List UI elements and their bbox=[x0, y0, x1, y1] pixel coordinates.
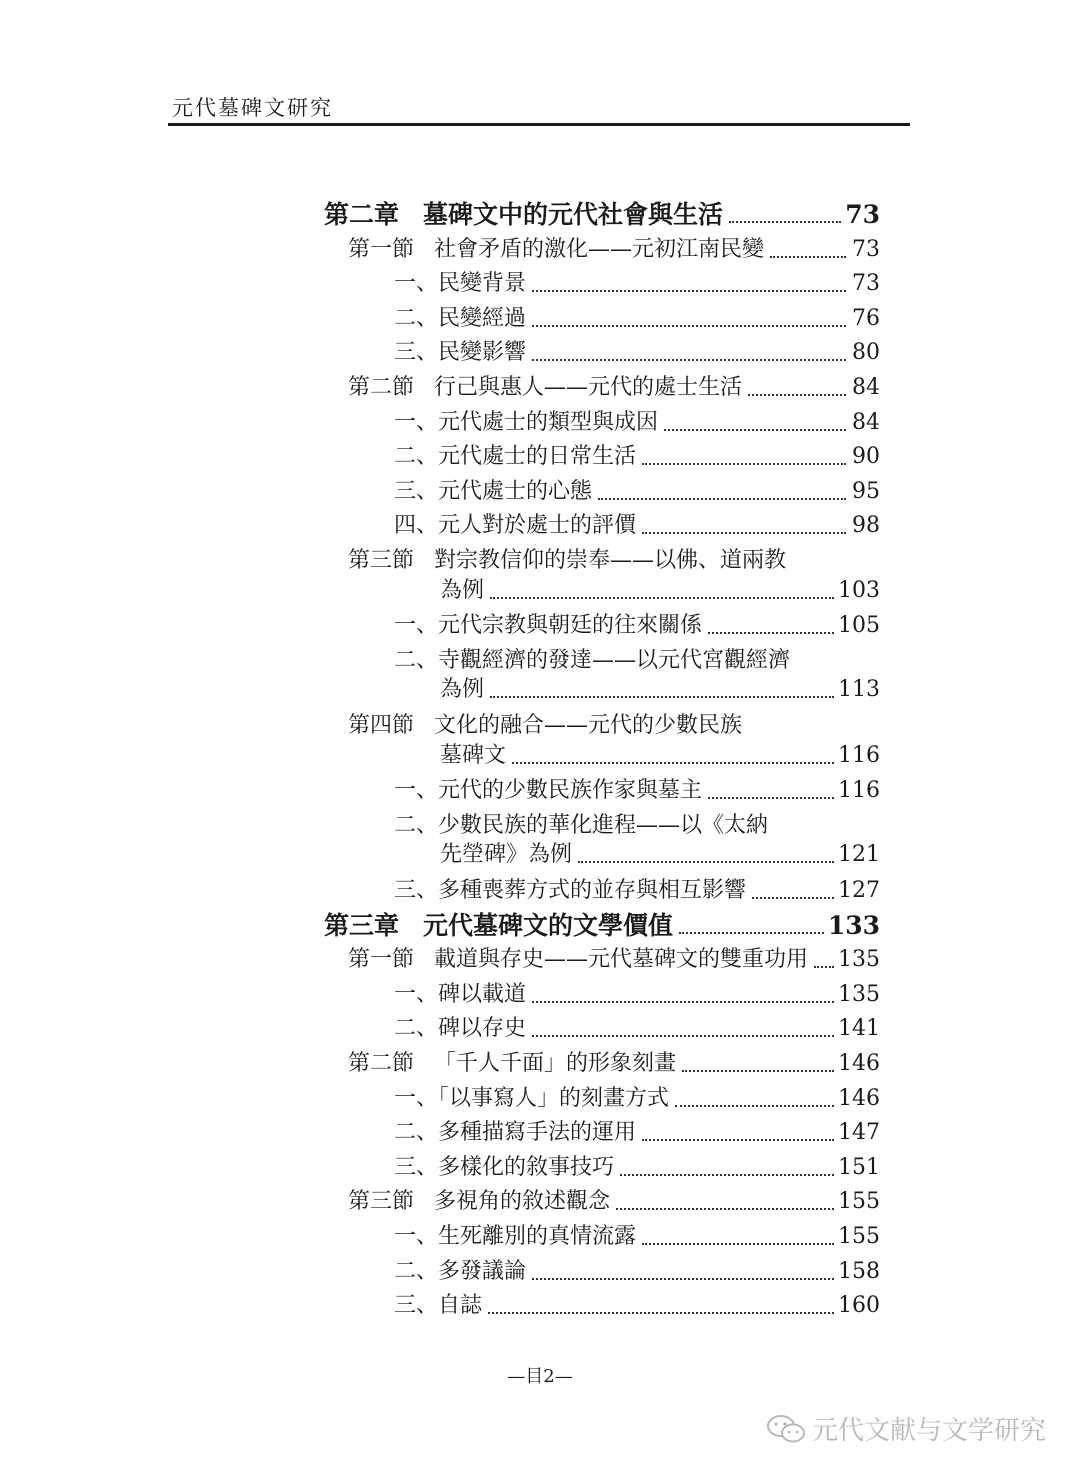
toc-entry-label bbox=[394, 269, 526, 299]
toc-item bbox=[394, 1287, 880, 1321]
toc-entry-label bbox=[394, 1257, 526, 1287]
toc-entry-title: 文化的融合——元代的少數民族 bbox=[434, 713, 743, 738]
toc-entry-title: 一、民變背景 bbox=[394, 271, 527, 297]
toc-page-number: 73 bbox=[845, 200, 880, 229]
toc-page-number: 146 bbox=[838, 1051, 880, 1076]
dot-leader bbox=[682, 1069, 834, 1072]
dot-leader bbox=[770, 255, 846, 258]
toc-entry-title: 二、多發議論 bbox=[394, 1258, 527, 1284]
toc-entry-label bbox=[394, 442, 636, 472]
toc-entry-title: 一、碑以載道 bbox=[394, 981, 527, 1007]
toc-item bbox=[394, 772, 880, 806]
toc-entry-title-continued: 為例 bbox=[440, 577, 485, 603]
toc-page-number: 84 bbox=[852, 375, 880, 400]
toc-entry-number: 第二節 bbox=[348, 1051, 415, 1076]
toc-entry-title: 一、元代的少數民族作家與墓主 bbox=[394, 778, 703, 804]
toc-entry-title: 四、元人對於處士的評價 bbox=[394, 513, 637, 539]
toc-entry-title: 二、元代處士的日常生活 bbox=[394, 444, 637, 470]
header-rule bbox=[168, 123, 910, 126]
dot-leader bbox=[532, 1000, 834, 1003]
toc-entry-title: 一、「以事寫人」的刻畫方式 bbox=[394, 1085, 670, 1111]
dot-leader bbox=[642, 462, 846, 465]
toc-page-number: 135 bbox=[838, 947, 880, 973]
dot-leader bbox=[642, 1138, 834, 1141]
toc-entry-label bbox=[394, 1084, 669, 1114]
toc-item bbox=[394, 1080, 880, 1114]
toc-item bbox=[394, 1218, 880, 1252]
toc-entry-label bbox=[394, 611, 702, 641]
dot-leader bbox=[752, 896, 834, 899]
toc-item bbox=[394, 438, 880, 472]
toc-entry-label bbox=[394, 408, 658, 438]
toc-page-number: 160 bbox=[838, 1293, 880, 1319]
toc-entry-label bbox=[394, 1222, 636, 1252]
toc-entry-label bbox=[394, 477, 592, 507]
dot-leader bbox=[532, 324, 846, 327]
toc-entry-label bbox=[394, 876, 746, 906]
toc-page-number: 141 bbox=[838, 1016, 880, 1042]
toc-entry-title: 三、元代處士的心態 bbox=[394, 478, 593, 504]
toc-entry-title: 二、寺觀經濟的發達——以元代宮觀經濟 bbox=[394, 647, 791, 673]
toc-item bbox=[394, 300, 880, 334]
toc-entry-continuation bbox=[440, 836, 880, 870]
dot-leader bbox=[675, 1104, 834, 1107]
toc-page-number: 95 bbox=[852, 478, 880, 504]
toc-section bbox=[348, 231, 880, 265]
toc-entry-continuation bbox=[440, 737, 880, 771]
toc-entry-title: 二、民變經過 bbox=[394, 305, 527, 331]
toc-page-number: 76 bbox=[852, 305, 880, 331]
toc-page-number: 127 bbox=[838, 878, 880, 903]
toc-entry-title: 墓碑文中的元代社會與生活 bbox=[423, 200, 724, 229]
dot-leader bbox=[488, 1311, 834, 1314]
dot-leader bbox=[532, 1034, 834, 1037]
dot-leader bbox=[679, 931, 824, 934]
toc-entry-label bbox=[348, 1049, 676, 1079]
toc-page-number: 155 bbox=[838, 1224, 880, 1249]
toc-entry-title-continued: 墓碑文 bbox=[440, 742, 507, 768]
toc-item bbox=[394, 976, 880, 1010]
toc-section bbox=[348, 941, 880, 975]
toc-entry-title: 三、多種喪葬方式的並存與相互影響 bbox=[394, 878, 747, 903]
toc-entry-number: 第四節 bbox=[348, 713, 415, 738]
toc-entry-title: 行己與惠人——元代的處士生活 bbox=[434, 375, 743, 400]
toc-page-number: 146 bbox=[838, 1085, 880, 1111]
dot-leader bbox=[642, 1242, 834, 1245]
dot-leader bbox=[490, 596, 834, 599]
toc-item bbox=[394, 265, 880, 299]
wechat-icon bbox=[766, 1413, 806, 1445]
toc-entry-label bbox=[348, 945, 808, 975]
toc-entry-title: 「千人千面」的形象刻畫 bbox=[434, 1051, 677, 1076]
dot-leader bbox=[490, 695, 834, 698]
dot-leader bbox=[532, 358, 846, 361]
toc-section bbox=[348, 1045, 880, 1079]
toc-section bbox=[348, 1183, 880, 1217]
toc-page-number: 105 bbox=[838, 613, 880, 639]
dot-leader bbox=[814, 965, 834, 968]
toc-entry-title: 三、民變影響 bbox=[394, 340, 527, 366]
toc-entry-continuation bbox=[440, 671, 880, 705]
toc-entry-title: 社會矛盾的激化——元初江南民變 bbox=[434, 236, 765, 262]
toc-entry-title: 一、元代宗教與朝廷的往來關係 bbox=[394, 613, 703, 639]
toc-entry-label bbox=[394, 304, 526, 334]
toc-page-number: 73 bbox=[852, 236, 880, 262]
toc-chapter bbox=[324, 907, 880, 941]
dot-leader bbox=[708, 796, 834, 799]
toc-entry-number: 第三節 bbox=[348, 548, 415, 573]
toc-entry-label bbox=[348, 1187, 610, 1217]
toc-item bbox=[394, 404, 880, 438]
toc-entry-title: 載道與存史——元代墓碑文的雙重功用 bbox=[434, 947, 809, 973]
toc-section bbox=[348, 369, 880, 403]
toc-entry-label bbox=[394, 776, 702, 806]
toc-item bbox=[394, 1149, 880, 1183]
toc-item bbox=[394, 607, 880, 641]
toc-entry-label bbox=[394, 511, 636, 541]
toc-entry-label bbox=[394, 338, 526, 368]
toc-item bbox=[394, 334, 880, 368]
toc-page-number: 155 bbox=[838, 1189, 880, 1215]
dot-leader bbox=[598, 497, 846, 500]
toc-page-number: 113 bbox=[838, 677, 880, 703]
toc-entry-continuation bbox=[440, 572, 880, 606]
toc-entry-label bbox=[394, 1153, 614, 1183]
toc-page-number: 151 bbox=[838, 1154, 880, 1180]
toc-page-number: 121 bbox=[838, 842, 880, 868]
toc-entry-label bbox=[324, 200, 723, 230]
toc-page-number: 158 bbox=[838, 1258, 880, 1284]
watermark bbox=[766, 1410, 1046, 1447]
toc-entry-number: 第二節 bbox=[348, 375, 415, 400]
toc-entry-number: 第三節 bbox=[348, 1189, 415, 1215]
toc-entry-number: 第一節 bbox=[348, 947, 415, 973]
toc-entry-number: 第一節 bbox=[348, 236, 415, 262]
dot-leader bbox=[708, 631, 834, 634]
toc-entry-number: 第二章 bbox=[324, 200, 400, 229]
toc-item bbox=[394, 1253, 880, 1287]
toc-entry-title: 二、多種描寫手法的運用 bbox=[394, 1120, 637, 1146]
toc-item bbox=[394, 872, 880, 906]
toc-page-number: 116 bbox=[838, 742, 880, 768]
toc-entry-title: 三、多樣化的敘事技巧 bbox=[394, 1154, 615, 1180]
dot-leader bbox=[578, 860, 834, 863]
dot-leader bbox=[532, 1277, 834, 1280]
toc-entry-title: 二、少數民族的華化進程——以《太納 bbox=[394, 812, 769, 838]
toc-entry-title: 一、生死離別的真情流露 bbox=[394, 1224, 637, 1249]
toc-page-number: 116 bbox=[838, 778, 880, 804]
toc-page-number: 80 bbox=[852, 340, 880, 366]
toc-page-number: 103 bbox=[838, 577, 880, 603]
toc-entry-number: 第三章 bbox=[324, 910, 400, 940]
toc-entry-title: 對宗教信仰的崇奉——以佛、道兩教 bbox=[434, 548, 787, 573]
toc-entry-label bbox=[348, 373, 742, 403]
toc-entry-label bbox=[394, 1291, 482, 1321]
toc-item bbox=[394, 507, 880, 541]
toc-entry-title: 三、自誌 bbox=[394, 1293, 483, 1319]
dot-leader bbox=[620, 1173, 834, 1176]
dot-leader bbox=[532, 289, 846, 292]
toc-entry-label bbox=[324, 911, 673, 941]
toc-entry-label bbox=[394, 1014, 526, 1044]
toc-entry-title-continued: 為例 bbox=[440, 677, 485, 703]
dot-leader bbox=[748, 393, 846, 396]
toc-item bbox=[394, 1114, 880, 1148]
toc-page-number: 147 bbox=[838, 1120, 880, 1146]
toc-page-number: 84 bbox=[852, 409, 880, 435]
toc-entry-title: 一、元代處士的類型與成因 bbox=[394, 409, 659, 435]
toc-page-number: 133 bbox=[827, 910, 880, 940]
toc-page-number: 135 bbox=[838, 981, 880, 1007]
toc-entry-label bbox=[394, 1118, 636, 1148]
page-folio: —目2— bbox=[507, 1366, 573, 1387]
dot-leader bbox=[642, 531, 846, 534]
toc-chapter bbox=[324, 196, 880, 230]
toc-entry-label bbox=[348, 235, 764, 265]
dot-leader bbox=[729, 220, 841, 223]
toc-item bbox=[394, 1010, 880, 1044]
dot-leader bbox=[664, 428, 846, 431]
toc-entry-title-continued: 先塋碑》為例 bbox=[440, 842, 573, 868]
dot-leader bbox=[512, 761, 834, 764]
toc-item bbox=[394, 473, 880, 507]
toc-entry-title: 二、碑以存史 bbox=[394, 1016, 527, 1042]
toc-entry-label bbox=[394, 980, 526, 1010]
toc-page-number: 98 bbox=[852, 513, 880, 539]
toc-page-number: 90 bbox=[852, 444, 880, 470]
toc-entry-title: 元代墓碑文的文學價值 bbox=[423, 910, 674, 940]
watermark-text: 元代文献与文学研究 bbox=[811, 1416, 1046, 1446]
running-head: 元代墓碑文研究 bbox=[172, 96, 333, 120]
toc-entry-title: 多視角的敘述觀念 bbox=[434, 1189, 611, 1215]
dot-leader bbox=[616, 1207, 834, 1210]
toc-page-number: 73 bbox=[852, 271, 880, 297]
